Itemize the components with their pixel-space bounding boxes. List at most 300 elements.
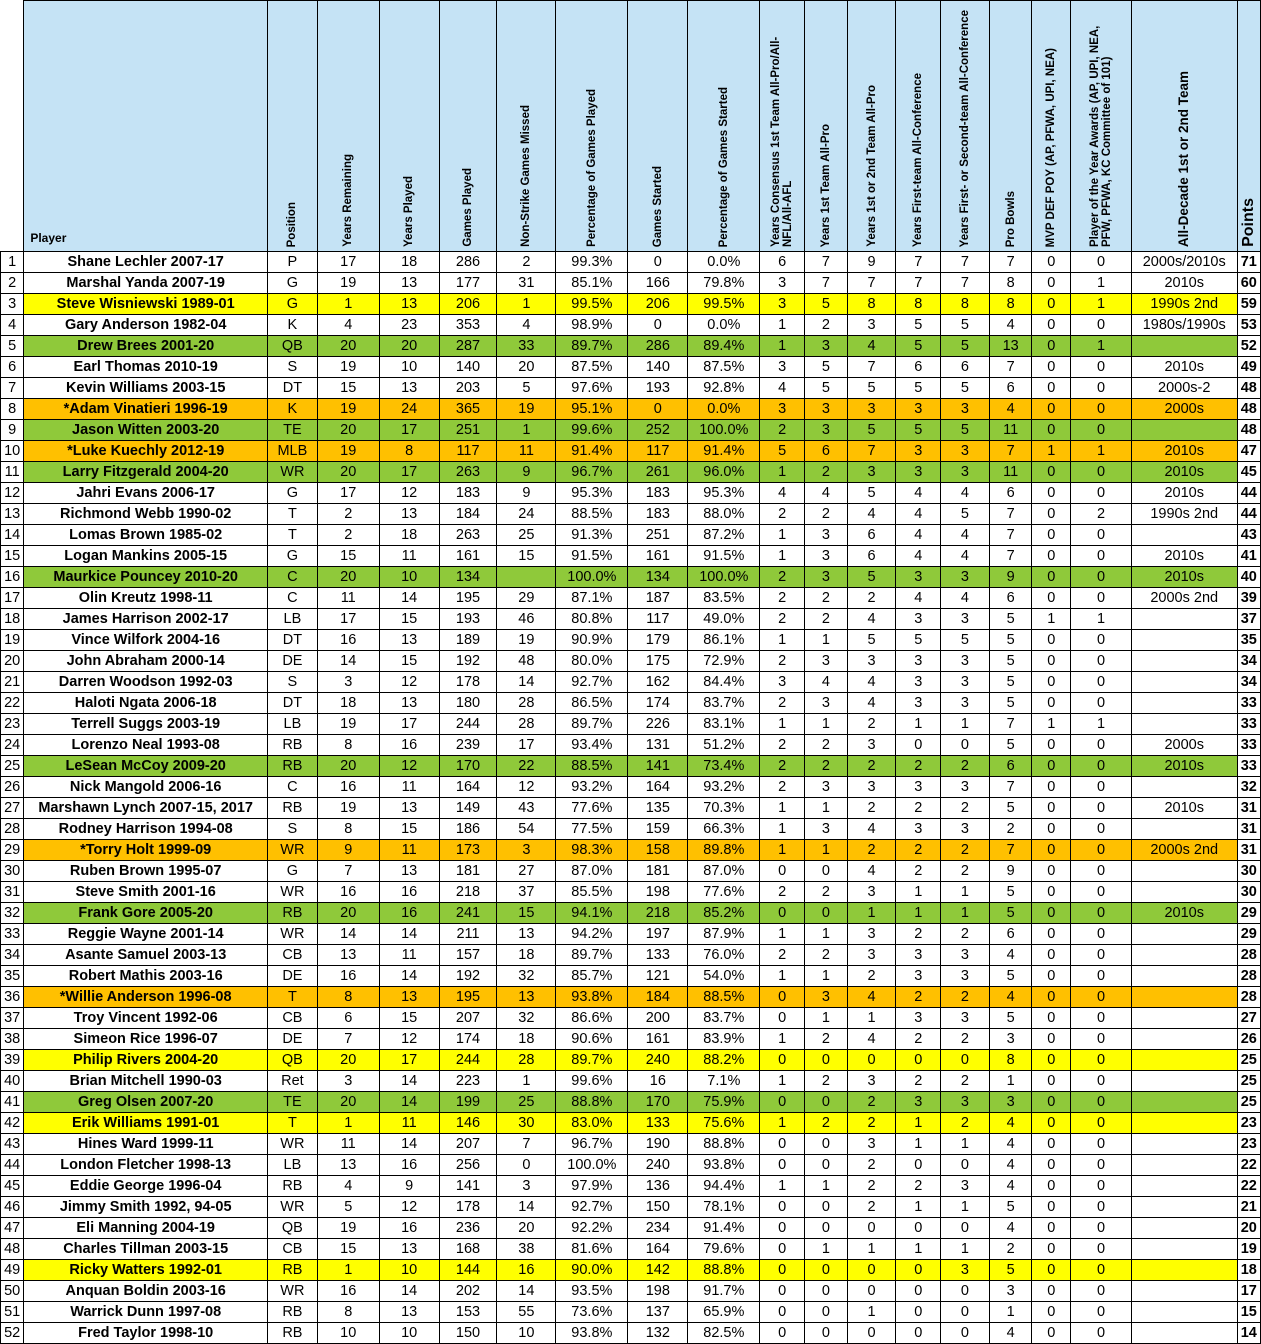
consensus-all-pro-cell[interactable]: 0 <box>760 903 805 924</box>
first-all-conference-cell[interactable]: 4 <box>896 483 941 504</box>
consensus-all-pro-cell[interactable]: 1 <box>760 315 805 336</box>
games-started-cell[interactable]: 16 <box>628 1071 688 1092</box>
games-started-cell[interactable]: 150 <box>628 1197 688 1218</box>
consensus-all-pro-cell[interactable]: 2 <box>760 609 805 630</box>
games-played-header[interactable]: Games Played <box>439 1 497 252</box>
years-remaining-cell[interactable]: 19 <box>317 273 379 294</box>
mvp-cell[interactable]: 0 <box>1032 966 1071 987</box>
first-second-all-conference-cell[interactable]: 1 <box>941 1197 990 1218</box>
pct-played-cell[interactable]: 80.8% <box>556 609 628 630</box>
pct-started-cell[interactable]: 70.3% <box>688 798 760 819</box>
points-cell[interactable]: 15 <box>1237 1302 1260 1323</box>
first-second-all-pro-cell[interactable]: 5 <box>847 483 896 504</box>
row-number[interactable]: 28 <box>1 819 24 840</box>
all-decade-cell[interactable]: 1990s 2nd <box>1131 504 1237 525</box>
years-played-cell[interactable]: 12 <box>379 672 439 693</box>
first-team-all-pro-cell[interactable]: 0 <box>805 1092 848 1113</box>
row-number[interactable]: 34 <box>1 945 24 966</box>
first-second-all-conference-cell[interactable]: 0 <box>941 1050 990 1071</box>
row-number[interactable]: 35 <box>1 966 24 987</box>
games-started-cell[interactable]: 234 <box>628 1218 688 1239</box>
years-played-cell[interactable]: 14 <box>379 966 439 987</box>
first-second-all-conference-cell[interactable]: 0 <box>941 1155 990 1176</box>
non-strike-missed-cell[interactable]: 5 <box>497 378 556 399</box>
first-team-all-pro-cell[interactable]: 3 <box>805 819 848 840</box>
years-remaining-cell[interactable]: 1 <box>317 1260 379 1281</box>
first-second-all-pro-cell[interactable]: 3 <box>847 651 896 672</box>
player-cell[interactable]: Kevin Williams 2003-15 <box>24 378 268 399</box>
games-played-cell[interactable]: 203 <box>439 378 497 399</box>
all-decade-cell[interactable] <box>1131 1155 1237 1176</box>
games-started-cell[interactable]: 175 <box>628 651 688 672</box>
first-second-all-conference-cell[interactable]: 0 <box>941 1218 990 1239</box>
all-decade-cell[interactable] <box>1131 1008 1237 1029</box>
position-cell[interactable]: C <box>268 567 318 588</box>
years-remaining-cell[interactable]: 13 <box>317 1155 379 1176</box>
games-started-cell[interactable]: 190 <box>628 1134 688 1155</box>
pro-bowls-cell[interactable]: 7 <box>989 252 1032 273</box>
pct-played-cell[interactable]: 87.1% <box>556 588 628 609</box>
mvp-cell[interactable]: 0 <box>1032 525 1071 546</box>
row-number[interactable]: 20 <box>1 651 24 672</box>
first-second-all-pro-cell[interactable]: 3 <box>847 1134 896 1155</box>
pct-started-cell[interactable]: 75.9% <box>688 1092 760 1113</box>
row-number[interactable]: 47 <box>1 1218 24 1239</box>
position-cell[interactable]: QB <box>268 1050 318 1071</box>
first-team-all-pro-cell[interactable]: 4 <box>805 672 848 693</box>
years-played-cell[interactable]: 13 <box>379 273 439 294</box>
first-second-all-conference-cell[interactable]: 7 <box>941 273 990 294</box>
pct-started-cell[interactable]: 82.5% <box>688 1323 760 1344</box>
pro-bowls-cell[interactable]: 5 <box>989 609 1032 630</box>
games-started-cell[interactable]: 174 <box>628 693 688 714</box>
first-team-all-pro-cell[interactable]: 0 <box>805 861 848 882</box>
all-decade-cell[interactable]: 2000s-2 <box>1131 378 1237 399</box>
pro-bowls-cell[interactable]: 5 <box>989 693 1032 714</box>
mvp-cell[interactable]: 0 <box>1032 399 1071 420</box>
first-team-all-pro-header[interactable]: Years 1st Team All-Pro <box>805 1 848 252</box>
mvp-cell[interactable]: 0 <box>1032 924 1071 945</box>
consensus-all-pro-cell[interactable]: 0 <box>760 1092 805 1113</box>
consensus-all-pro-cell[interactable]: 1 <box>760 630 805 651</box>
pct-played-cell[interactable]: 92.7% <box>556 672 628 693</box>
years-remaining-cell[interactable]: 8 <box>317 1302 379 1323</box>
games-started-cell[interactable]: 252 <box>628 420 688 441</box>
poy-awards-cell[interactable]: 0 <box>1071 462 1132 483</box>
player-cell[interactable]: Charles Tillman 2003-15 <box>24 1239 268 1260</box>
pct-started-cell[interactable]: 7.1% <box>688 1071 760 1092</box>
consensus-all-pro-header[interactable]: Years Consensus 1st Team All-Pro/All-NFL/All-AFL <box>760 1 805 252</box>
years-remaining-cell[interactable]: 1 <box>317 294 379 315</box>
poy-awards-cell[interactable]: 0 <box>1071 567 1132 588</box>
pct-played-cell[interactable]: 77.5% <box>556 819 628 840</box>
mvp-cell[interactable]: 0 <box>1032 777 1071 798</box>
games-started-cell[interactable]: 206 <box>628 294 688 315</box>
non-strike-missed-cell[interactable]: 16 <box>497 1260 556 1281</box>
mvp-cell[interactable]: 0 <box>1032 378 1071 399</box>
mvp-cell[interactable]: 0 <box>1032 693 1071 714</box>
first-second-all-pro-cell[interactable]: 8 <box>847 294 896 315</box>
player-cell[interactable]: Eddie George 1996-04 <box>24 1176 268 1197</box>
games-started-cell[interactable]: 137 <box>628 1302 688 1323</box>
pro-bowls-cell[interactable]: 13 <box>989 336 1032 357</box>
first-second-all-pro-cell[interactable]: 5 <box>847 420 896 441</box>
mvp-cell[interactable]: 0 <box>1032 588 1071 609</box>
first-second-all-conference-cell[interactable]: 5 <box>941 504 990 525</box>
player-cell[interactable]: John Abraham 2000-14 <box>24 651 268 672</box>
position-cell[interactable]: C <box>268 588 318 609</box>
first-all-conference-cell[interactable]: 3 <box>896 609 941 630</box>
first-second-all-pro-cell[interactable]: 4 <box>847 987 896 1008</box>
player-cell[interactable]: Hines Ward 1999-11 <box>24 1134 268 1155</box>
pct-started-cell[interactable]: 87.9% <box>688 924 760 945</box>
poy-awards-cell[interactable]: 0 <box>1071 1155 1132 1176</box>
games-started-cell[interactable]: 158 <box>628 840 688 861</box>
pct-started-cell[interactable]: 0.0% <box>688 315 760 336</box>
first-all-conference-cell[interactable]: 7 <box>896 252 941 273</box>
first-all-conference-cell[interactable]: 0 <box>896 1050 941 1071</box>
player-cell[interactable]: Lorenzo Neal 1993-08 <box>24 735 268 756</box>
first-all-conference-cell[interactable]: 3 <box>896 693 941 714</box>
consensus-all-pro-cell[interactable]: 3 <box>760 273 805 294</box>
non-strike-missed-cell[interactable]: 25 <box>497 525 556 546</box>
games-played-cell[interactable]: 178 <box>439 672 497 693</box>
games-played-cell[interactable]: 181 <box>439 861 497 882</box>
first-team-all-pro-cell[interactable]: 5 <box>805 357 848 378</box>
pro-bowls-cell[interactable]: 3 <box>989 1281 1032 1302</box>
poy-awards-cell[interactable]: 0 <box>1071 1113 1132 1134</box>
pct-played-cell[interactable]: 88.5% <box>556 756 628 777</box>
years-played-cell[interactable]: 20 <box>379 336 439 357</box>
years-remaining-cell[interactable]: 20 <box>317 756 379 777</box>
pct-played-cell[interactable]: 90.0% <box>556 1260 628 1281</box>
points-cell[interactable]: 21 <box>1237 1197 1260 1218</box>
points-cell[interactable]: 49 <box>1237 357 1260 378</box>
all-decade-cell[interactable] <box>1131 945 1237 966</box>
row-number[interactable]: 32 <box>1 903 24 924</box>
first-all-conference-cell[interactable]: 0 <box>896 735 941 756</box>
years-remaining-cell[interactable]: 19 <box>317 798 379 819</box>
pct-started-cell[interactable]: 88.8% <box>688 1260 760 1281</box>
non-strike-missed-cell[interactable]: 33 <box>497 336 556 357</box>
first-all-conference-cell[interactable]: 4 <box>896 588 941 609</box>
pct-played-cell[interactable]: 95.1% <box>556 399 628 420</box>
pct-started-cell[interactable]: 88.2% <box>688 1050 760 1071</box>
all-decade-cell[interactable]: 2000s 2nd <box>1131 840 1237 861</box>
non-strike-missed-cell[interactable]: 19 <box>497 630 556 651</box>
mvp-cell[interactable]: 0 <box>1032 651 1071 672</box>
row-number[interactable]: 39 <box>1 1050 24 1071</box>
first-second-all-pro-cell[interactable]: 3 <box>847 399 896 420</box>
points-cell[interactable]: 34 <box>1237 651 1260 672</box>
first-second-all-pro-cell[interactable]: 5 <box>847 378 896 399</box>
row-number[interactable]: 11 <box>1 462 24 483</box>
position-cell[interactable]: CB <box>268 1008 318 1029</box>
consensus-all-pro-cell[interactable]: 1 <box>760 1071 805 1092</box>
pct-started-cell[interactable]: 91.4% <box>688 1218 760 1239</box>
points-cell[interactable]: 37 <box>1237 609 1260 630</box>
years-played-cell[interactable]: 12 <box>379 483 439 504</box>
first-all-conference-cell[interactable]: 5 <box>896 630 941 651</box>
pro-bowls-cell[interactable]: 2 <box>989 819 1032 840</box>
pct-started-cell[interactable]: 87.5% <box>688 357 760 378</box>
years-remaining-cell[interactable]: 5 <box>317 1197 379 1218</box>
years-played-cell[interactable]: 13 <box>379 378 439 399</box>
position-cell[interactable]: T <box>268 987 318 1008</box>
consensus-all-pro-cell[interactable]: 1 <box>760 798 805 819</box>
points-cell[interactable]: 30 <box>1237 882 1260 903</box>
poy-awards-cell[interactable]: 0 <box>1071 882 1132 903</box>
poy-awards-cell[interactable]: 0 <box>1071 1134 1132 1155</box>
points-cell[interactable]: 30 <box>1237 861 1260 882</box>
consensus-all-pro-cell[interactable]: 2 <box>760 777 805 798</box>
first-second-all-pro-cell[interactable]: 1 <box>847 1302 896 1323</box>
all-decade-cell[interactable]: 2010s <box>1131 798 1237 819</box>
years-remaining-cell[interactable]: 9 <box>317 840 379 861</box>
non-strike-missed-cell[interactable]: 9 <box>497 483 556 504</box>
points-cell[interactable]: 27 <box>1237 1008 1260 1029</box>
years-remaining-cell[interactable]: 17 <box>317 609 379 630</box>
points-cell[interactable]: 31 <box>1237 819 1260 840</box>
games-played-cell[interactable]: 353 <box>439 315 497 336</box>
poy-awards-cell[interactable]: 0 <box>1071 588 1132 609</box>
games-played-cell[interactable]: 195 <box>439 588 497 609</box>
non-strike-missed-cell[interactable]: 28 <box>497 1050 556 1071</box>
player-cell[interactable]: Terrell Suggs 2003-19 <box>24 714 268 735</box>
points-cell[interactable]: 25 <box>1237 1050 1260 1071</box>
pct-started-cell[interactable]: 49.0% <box>688 609 760 630</box>
row-number[interactable]: 10 <box>1 441 24 462</box>
years-remaining-cell[interactable]: 20 <box>317 1050 379 1071</box>
years-remaining-cell[interactable]: 15 <box>317 1239 379 1260</box>
all-decade-cell[interactable] <box>1131 714 1237 735</box>
first-second-all-conference-header[interactable]: Years First- or Second-team All-Conference <box>941 1 990 252</box>
all-decade-cell[interactable] <box>1131 1050 1237 1071</box>
first-second-all-conference-cell[interactable]: 3 <box>941 399 990 420</box>
pct-played-cell[interactable]: 85.7% <box>556 966 628 987</box>
first-team-all-pro-cell[interactable]: 0 <box>805 1323 848 1344</box>
all-decade-cell[interactable] <box>1131 630 1237 651</box>
pro-bowls-cell[interactable]: 7 <box>989 441 1032 462</box>
pro-bowls-cell[interactable]: 6 <box>989 756 1032 777</box>
consensus-all-pro-cell[interactable]: 0 <box>760 1281 805 1302</box>
player-cell[interactable]: Frank Gore 2005-20 <box>24 903 268 924</box>
player-cell[interactable]: Reggie Wayne 2001-14 <box>24 924 268 945</box>
games-played-cell[interactable]: 170 <box>439 756 497 777</box>
poy-awards-cell[interactable]: 0 <box>1071 1071 1132 1092</box>
years-played-cell[interactable]: 8 <box>379 441 439 462</box>
points-cell[interactable]: 33 <box>1237 756 1260 777</box>
games-played-cell[interactable]: 251 <box>439 420 497 441</box>
points-cell[interactable]: 26 <box>1237 1029 1260 1050</box>
non-strike-missed-cell[interactable]: 48 <box>497 651 556 672</box>
position-cell[interactable]: TE <box>268 420 318 441</box>
first-second-all-conference-cell[interactable]: 0 <box>941 735 990 756</box>
games-played-cell[interactable]: 157 <box>439 945 497 966</box>
non-strike-missed-cell[interactable]: 3 <box>497 840 556 861</box>
consensus-all-pro-cell[interactable]: 0 <box>760 1134 805 1155</box>
pct-played-cell[interactable]: 93.8% <box>556 987 628 1008</box>
first-second-all-pro-cell[interactable]: 2 <box>847 1155 896 1176</box>
player-cell[interactable]: Marshal Yanda 2007-19 <box>24 273 268 294</box>
non-strike-missed-cell[interactable]: 10 <box>497 1323 556 1344</box>
games-started-cell[interactable]: 251 <box>628 525 688 546</box>
all-decade-cell[interactable] <box>1131 1218 1237 1239</box>
row-number[interactable]: 31 <box>1 882 24 903</box>
points-cell[interactable]: 22 <box>1237 1155 1260 1176</box>
poy-awards-cell[interactable]: 0 <box>1071 315 1132 336</box>
pct-started-cell[interactable]: 91.5% <box>688 546 760 567</box>
years-played-cell[interactable]: 11 <box>379 840 439 861</box>
games-started-cell[interactable]: 117 <box>628 441 688 462</box>
pro-bowls-cell[interactable]: 1 <box>989 1302 1032 1323</box>
first-all-conference-cell[interactable]: 3 <box>896 945 941 966</box>
points-cell[interactable]: 47 <box>1237 441 1260 462</box>
consensus-all-pro-cell[interactable]: 3 <box>760 294 805 315</box>
pct-played-cell[interactable]: 96.7% <box>556 462 628 483</box>
first-second-all-pro-cell[interactable]: 3 <box>847 945 896 966</box>
games-started-cell[interactable]: 133 <box>628 1113 688 1134</box>
poy-awards-cell[interactable]: 1 <box>1071 336 1132 357</box>
years-played-cell[interactable]: 10 <box>379 567 439 588</box>
position-cell[interactable]: RB <box>268 1260 318 1281</box>
player-cell[interactable]: Lomas Brown 1985-02 <box>24 525 268 546</box>
first-all-conference-cell[interactable]: 2 <box>896 1176 941 1197</box>
first-second-all-conference-cell[interactable]: 3 <box>941 819 990 840</box>
games-started-cell[interactable]: 198 <box>628 882 688 903</box>
pro-bowls-cell[interactable]: 5 <box>989 672 1032 693</box>
points-cell[interactable]: 60 <box>1237 273 1260 294</box>
pct-started-cell[interactable]: 83.9% <box>688 1029 760 1050</box>
mvp-header[interactable]: MVP DEF POY (AP, PFWA, UPI, NEA) <box>1032 1 1071 252</box>
position-cell[interactable]: RB <box>268 735 318 756</box>
player-header[interactable]: Player <box>24 1 268 252</box>
row-number[interactable]: 15 <box>1 546 24 567</box>
position-cell[interactable]: G <box>268 294 318 315</box>
poy-awards-cell[interactable]: 1 <box>1071 273 1132 294</box>
first-second-all-pro-cell[interactable]: 4 <box>847 672 896 693</box>
mvp-cell[interactable]: 0 <box>1032 1134 1071 1155</box>
first-all-conference-cell[interactable]: 3 <box>896 462 941 483</box>
poy-awards-cell[interactable]: 0 <box>1071 756 1132 777</box>
years-remaining-cell[interactable]: 19 <box>317 1218 379 1239</box>
years-played-cell[interactable]: 23 <box>379 315 439 336</box>
all-decade-cell[interactable] <box>1131 609 1237 630</box>
pro-bowls-cell[interactable]: 7 <box>989 525 1032 546</box>
consensus-all-pro-cell[interactable]: 1 <box>760 1113 805 1134</box>
years-played-cell[interactable]: 16 <box>379 903 439 924</box>
years-remaining-cell[interactable]: 2 <box>317 525 379 546</box>
pct-played-cell[interactable]: 100.0% <box>556 567 628 588</box>
years-remaining-cell[interactable]: 3 <box>317 672 379 693</box>
pct-played-cell[interactable]: 91.5% <box>556 546 628 567</box>
poy-awards-cell[interactable]: 0 <box>1071 420 1132 441</box>
player-cell[interactable]: LeSean McCoy 2009-20 <box>24 756 268 777</box>
poy-awards-cell[interactable]: 0 <box>1071 1092 1132 1113</box>
pro-bowls-cell[interactable]: 1 <box>989 1071 1032 1092</box>
years-remaining-cell[interactable]: 1 <box>317 1113 379 1134</box>
games-played-cell[interactable]: 263 <box>439 525 497 546</box>
pct-started-cell[interactable]: 88.0% <box>688 504 760 525</box>
games-started-cell[interactable]: 121 <box>628 966 688 987</box>
years-played-cell[interactable]: 14 <box>379 1281 439 1302</box>
position-cell[interactable]: WR <box>268 1134 318 1155</box>
years-remaining-cell[interactable]: 20 <box>317 903 379 924</box>
first-team-all-pro-cell[interactable]: 2 <box>805 1071 848 1092</box>
mvp-cell[interactable]: 0 <box>1032 1218 1071 1239</box>
non-strike-missed-cell[interactable]: 0 <box>497 1155 556 1176</box>
mvp-cell[interactable]: 0 <box>1032 1029 1071 1050</box>
first-second-all-conference-cell[interactable]: 2 <box>941 861 990 882</box>
games-started-cell[interactable]: 164 <box>628 777 688 798</box>
player-cell[interactable]: Richmond Webb 1990-02 <box>24 504 268 525</box>
position-cell[interactable]: CB <box>268 1239 318 1260</box>
poy-awards-cell[interactable]: 0 <box>1071 735 1132 756</box>
games-started-cell[interactable]: 162 <box>628 672 688 693</box>
first-second-all-conference-cell[interactable]: 6 <box>941 357 990 378</box>
first-second-all-conference-cell[interactable]: 1 <box>941 882 990 903</box>
all-decade-cell[interactable]: 1990s 2nd <box>1131 294 1237 315</box>
years-remaining-cell[interactable]: 19 <box>317 399 379 420</box>
first-second-all-conference-cell[interactable]: 1 <box>941 903 990 924</box>
pct-started-cell[interactable]: 72.9% <box>688 651 760 672</box>
row-number[interactable]: 14 <box>1 525 24 546</box>
player-cell[interactable]: Simeon Rice 1996-07 <box>24 1029 268 1050</box>
games-played-cell[interactable]: 140 <box>439 357 497 378</box>
consensus-all-pro-cell[interactable]: 1 <box>760 924 805 945</box>
games-played-cell[interactable]: 211 <box>439 924 497 945</box>
position-cell[interactable]: RB <box>268 756 318 777</box>
all-decade-cell[interactable] <box>1131 420 1237 441</box>
first-all-conference-cell[interactable]: 1 <box>896 1113 941 1134</box>
pct-played-cell[interactable]: 93.8% <box>556 1323 628 1344</box>
first-all-conference-cell[interactable]: 0 <box>896 1302 941 1323</box>
consensus-all-pro-cell[interactable]: 3 <box>760 399 805 420</box>
row-number[interactable]: 4 <box>1 315 24 336</box>
all-decade-cell[interactable] <box>1131 1113 1237 1134</box>
pct-started-header[interactable]: Percentage of Games Started <box>688 1 760 252</box>
pct-started-cell[interactable]: 87.0% <box>688 861 760 882</box>
pct-played-cell[interactable]: 89.7% <box>556 336 628 357</box>
mvp-cell[interactable]: 0 <box>1032 1071 1071 1092</box>
row-number[interactable]: 48 <box>1 1239 24 1260</box>
row-number[interactable]: 19 <box>1 630 24 651</box>
pro-bowls-cell[interactable]: 4 <box>989 315 1032 336</box>
poy-awards-cell[interactable]: 0 <box>1071 840 1132 861</box>
position-cell[interactable]: WR <box>268 840 318 861</box>
points-cell[interactable]: 22 <box>1237 1176 1260 1197</box>
years-remaining-cell[interactable]: 19 <box>317 714 379 735</box>
first-second-all-conference-cell[interactable]: 3 <box>941 945 990 966</box>
player-cell[interactable]: Ruben Brown 1995-07 <box>24 861 268 882</box>
poy-awards-cell[interactable]: 0 <box>1071 1029 1132 1050</box>
first-second-all-conference-cell[interactable]: 0 <box>941 1323 990 1344</box>
row-number[interactable]: 44 <box>1 1155 24 1176</box>
games-started-cell[interactable]: 141 <box>628 756 688 777</box>
games-started-cell[interactable]: 164 <box>628 1239 688 1260</box>
games-played-cell[interactable]: 144 <box>439 1260 497 1281</box>
first-team-all-pro-cell[interactable]: 2 <box>805 756 848 777</box>
all-decade-cell[interactable] <box>1131 1176 1237 1197</box>
row-number[interactable]: 41 <box>1 1092 24 1113</box>
first-all-conference-cell[interactable]: 0 <box>896 1260 941 1281</box>
first-all-conference-cell[interactable]: 1 <box>896 714 941 735</box>
pct-played-cell[interactable]: 90.9% <box>556 630 628 651</box>
first-second-all-pro-header[interactable]: Years 1st or 2nd Team All-Pro <box>847 1 896 252</box>
points-cell[interactable]: 14 <box>1237 1323 1260 1344</box>
first-all-conference-cell[interactable]: 2 <box>896 798 941 819</box>
pct-played-cell[interactable]: 85.5% <box>556 882 628 903</box>
